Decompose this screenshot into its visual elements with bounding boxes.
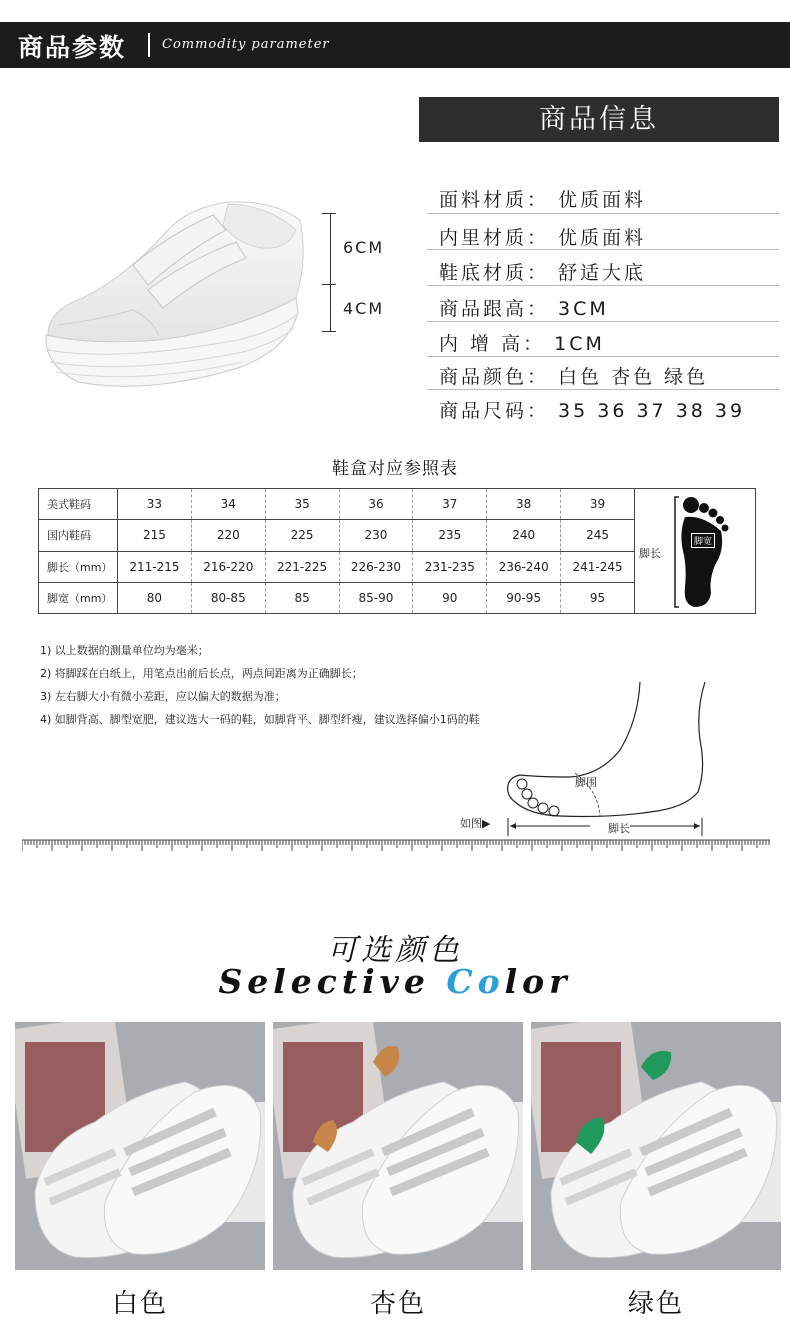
info-row-text: 面料材质： 优质面料 <box>439 189 647 211</box>
foot-length-label: 脚长 <box>639 547 661 560</box>
note-item: 4) 如脚背高、脚型宽肥，建议选大一码的鞋，如脚背平、脚型纤瘦，建议选择偏小1码的鞋 <box>40 713 480 726</box>
table-cell: 215 <box>118 520 192 551</box>
table-cell: 235 <box>413 520 487 551</box>
table-cell: 245 <box>561 520 635 551</box>
foot-width-label: 脚宽 <box>691 533 715 548</box>
table-cell: 36 <box>339 489 413 520</box>
subtitle-highlight: Co <box>446 962 505 1001</box>
info-row-text: 商品颜色： 白色 杏色 绿色 <box>439 366 709 388</box>
table-cell: 225 <box>265 520 339 551</box>
title-divider <box>148 33 150 57</box>
upper-height-label: 6CM <box>343 238 385 257</box>
subtitle-part: Selective <box>218 962 447 1001</box>
note-item: 2) 将脚踩在白纸上，用笔点出前后长点，两点间距离为正确脚长； <box>40 667 363 680</box>
color-option-white-photo[interactable] <box>15 1022 265 1270</box>
row-label: 国内鞋码 <box>39 520 118 551</box>
table-cell: 231-235 <box>413 551 487 582</box>
color-name-apricot: 杏色 <box>369 1289 426 1319</box>
note-item: 1) 以上数据的测量单位均为毫米； <box>40 644 209 657</box>
table-cell: 216-220 <box>191 551 265 582</box>
color-section-title: 可选颜色 <box>327 933 463 968</box>
table-cell: 80 <box>118 582 192 613</box>
color-section-subtitle <box>0 962 790 1001</box>
table-cell: 33 <box>118 489 192 520</box>
foot-diagram-cell <box>635 489 756 614</box>
row-label: 脚长（mm） <box>39 551 118 582</box>
shoe-photo <box>15 1022 265 1270</box>
row-label: 美式鞋码 <box>39 489 118 520</box>
section-header <box>0 22 790 68</box>
table-cell: 221-225 <box>265 551 339 582</box>
table-cell: 35 <box>265 489 339 520</box>
table-cell: 90 <box>413 582 487 613</box>
section-title: 商品参数 <box>18 33 127 62</box>
table-cell: 90-95 <box>487 582 561 613</box>
info-row-text: 内里材质： 优质面料 <box>439 227 647 249</box>
table-cell: 241-245 <box>561 551 635 582</box>
table-cell: 211-215 <box>118 551 192 582</box>
table-cell: 95 <box>561 582 635 613</box>
shoe-photo <box>273 1022 523 1270</box>
foot-icon <box>673 495 733 609</box>
foot-outline-diagram <box>500 680 715 840</box>
sole-height-label: 4CM <box>343 299 385 318</box>
divider <box>427 249 779 250</box>
dimension-line <box>330 213 331 331</box>
table-cell: 85 <box>265 582 339 613</box>
row-label: 脚宽（mm） <box>39 582 118 613</box>
info-row-text: 商品尺码： 35 36 37 38 39 <box>439 400 746 422</box>
table-cell: 230 <box>339 520 413 551</box>
dimension-tick <box>322 284 336 285</box>
color-name-white: 白色 <box>111 1289 168 1319</box>
divider <box>427 321 779 322</box>
product-info-title: 商品信息 <box>419 97 779 142</box>
info-row-text: 商品跟高： 3CM <box>439 298 609 320</box>
table-cell: 80-85 <box>191 582 265 613</box>
table-cell: 240 <box>487 520 561 551</box>
table-cell: 38 <box>487 489 561 520</box>
color-name-green: 绿色 <box>627 1289 684 1319</box>
subtitle-part: lor <box>504 962 572 1001</box>
table-cell: 220 <box>191 520 265 551</box>
table-cell: 39 <box>561 489 635 520</box>
color-option-green-photo[interactable] <box>531 1022 781 1270</box>
info-row-text: 鞋底材质： 舒适大底 <box>439 262 647 284</box>
divider <box>427 389 779 390</box>
table-cell: 37 <box>413 489 487 520</box>
shoe-side-image <box>38 190 308 400</box>
table-cell: 226-230 <box>339 551 413 582</box>
as-shown-label: 如图▶ <box>460 817 491 830</box>
dimension-tick <box>322 213 336 214</box>
info-row-text: 内 增 高： 1CM <box>439 333 605 355</box>
shoe-photo <box>531 1022 781 1270</box>
note-item: 3) 左右脚大小有微小差距，应以偏大的数据为准； <box>40 690 286 703</box>
foot-girth-label: 脚围 <box>575 776 597 789</box>
table-cell: 236-240 <box>487 551 561 582</box>
section-subtitle: Commodity parameter <box>162 37 330 52</box>
dimension-tick <box>322 331 336 332</box>
table-cell: 34 <box>191 489 265 520</box>
size-table <box>38 488 756 614</box>
table-row <box>39 489 756 520</box>
color-option-apricot-photo[interactable] <box>273 1022 523 1270</box>
divider <box>427 285 779 286</box>
table-cell: 85-90 <box>339 582 413 613</box>
size-table-title: 鞋盒对应参照表 <box>332 459 458 479</box>
divider <box>427 213 779 214</box>
ruler-graphic <box>22 839 770 853</box>
divider <box>427 356 779 357</box>
foot-length-caption: 脚长 <box>608 822 630 835</box>
product-info-panel <box>419 97 779 427</box>
